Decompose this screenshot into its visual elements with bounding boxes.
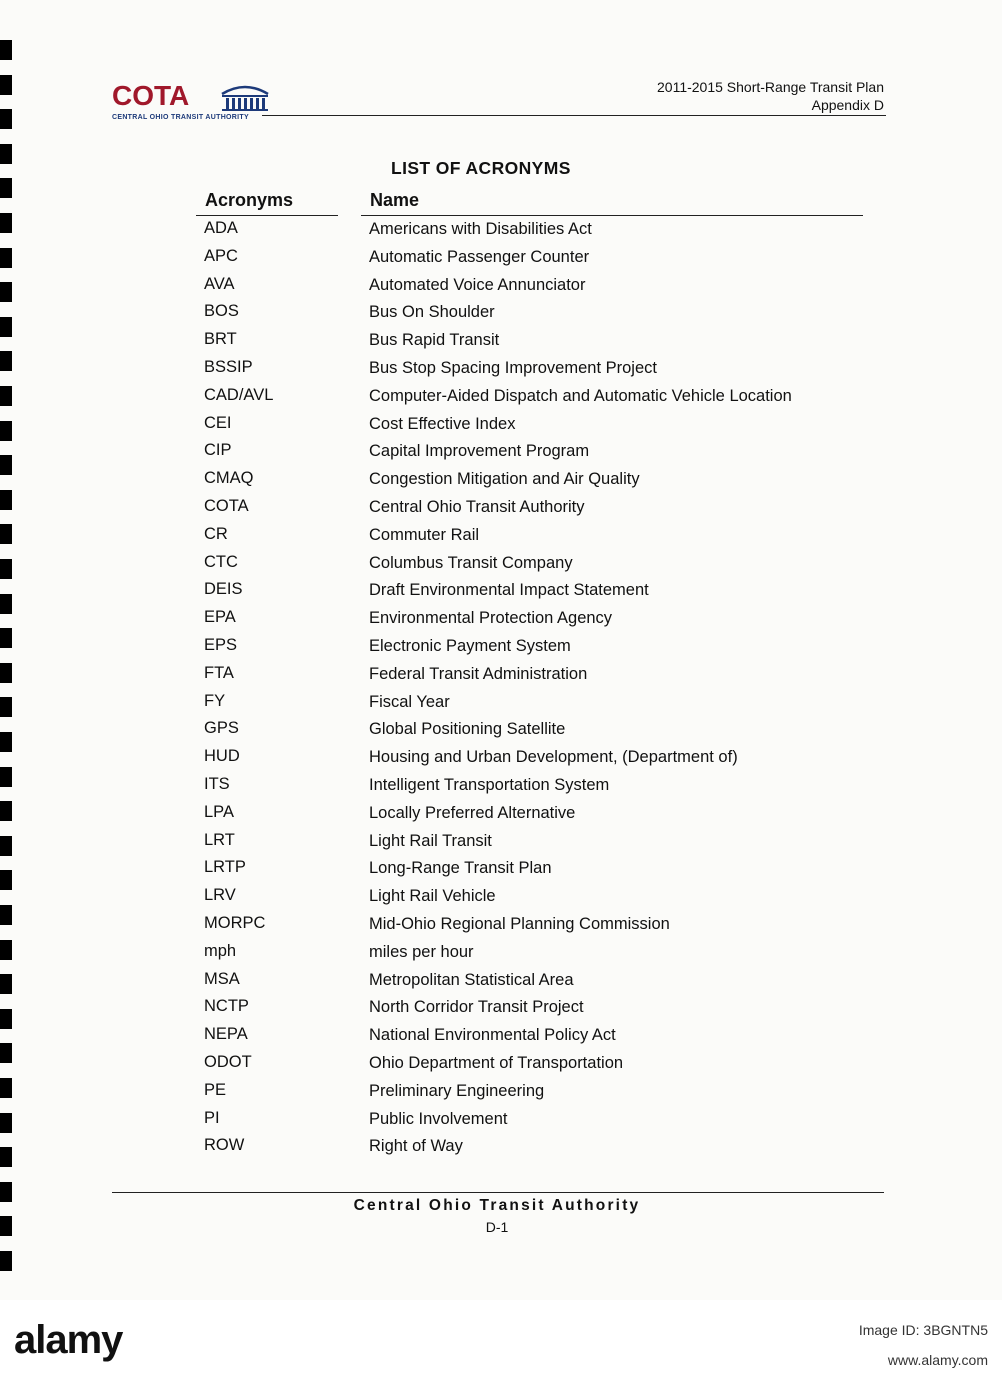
cota-logo	[112, 80, 272, 122]
acronym-cell: APC	[204, 246, 238, 265]
table-row	[0, 275, 1002, 303]
table-row	[0, 608, 1002, 636]
logo-wordmark: COTA	[112, 80, 190, 111]
table-row	[0, 1025, 1002, 1053]
acronym-cell: CTC	[204, 552, 238, 571]
acronym-cell: NEPA	[204, 1025, 248, 1044]
name-cell: miles per hour	[369, 942, 474, 961]
name-cell: Automatic Passenger Counter	[369, 247, 590, 266]
acronym-cell: CMAQ	[204, 469, 254, 488]
table-row	[0, 469, 1002, 497]
table-row	[0, 858, 1002, 886]
acronym-cell: EPA	[204, 608, 236, 627]
table-row	[0, 219, 1002, 247]
page-title: LIST OF ACRONYMS	[391, 158, 571, 178]
table-row	[0, 636, 1002, 664]
binding-hole	[0, 40, 12, 60]
name-cell: North Corridor Transit Project	[369, 998, 584, 1017]
table-row	[0, 997, 1002, 1025]
table-row	[0, 775, 1002, 803]
table-row	[0, 497, 1002, 525]
name-cell: Automated Voice Annunciator	[369, 275, 586, 294]
page-header	[657, 78, 884, 114]
acronym-cell: BOS	[204, 302, 239, 321]
acronyms-header-rule	[196, 215, 338, 216]
acronym-cell: CIP	[204, 441, 232, 460]
binding-hole	[0, 1251, 12, 1271]
acronym-cell: CAD/AVL	[204, 385, 274, 404]
header-divider	[262, 115, 886, 116]
table-row	[0, 914, 1002, 942]
stock-brand-logo: alamy	[14, 1318, 123, 1362]
name-cell: Bus Stop Spacing Improvement Project	[369, 358, 657, 377]
table-row	[0, 747, 1002, 775]
table-row	[0, 803, 1002, 831]
binding-hole	[0, 144, 12, 164]
name-cell: Locally Preferred Alternative	[369, 803, 576, 822]
acronym-cell: ITS	[204, 774, 230, 793]
name-cell: Computer-Aided Dispatch and Automatic Vehicle Location	[369, 386, 792, 405]
table-row	[0, 414, 1002, 442]
plan-title: 2011-2015 Short-Range Transit Plan	[657, 79, 884, 95]
table-row	[0, 1109, 1002, 1137]
binding-hole	[0, 75, 12, 95]
name-cell: Mid-Ohio Regional Planning Commission	[369, 914, 670, 933]
table-row	[0, 330, 1002, 358]
acronym-cell: DEIS	[204, 580, 243, 599]
table-row	[0, 664, 1002, 692]
name-cell: Columbus Transit Company	[369, 553, 573, 572]
name-cell: Cost Effective Index	[369, 414, 516, 433]
name-cell: Housing and Urban Development, (Department of)	[369, 748, 738, 767]
column-header-acronyms: Acronyms	[205, 190, 294, 210]
acronym-cell: LPA	[204, 802, 234, 821]
table-row	[0, 719, 1002, 747]
table-row	[0, 525, 1002, 553]
acronym-cell: FTA	[204, 663, 234, 682]
stock-url: www.alamy.com	[887, 1352, 988, 1368]
table-row	[0, 247, 1002, 275]
binding-hole	[0, 178, 12, 198]
name-cell: Environmental Protection Agency	[369, 609, 613, 628]
name-cell: Metropolitan Statistical Area	[369, 970, 574, 989]
name-cell: Global Positioning Satellite	[369, 720, 566, 739]
name-cell: Fiscal Year	[369, 692, 450, 711]
acronym-cell: LRTP	[204, 858, 246, 877]
name-cell: Capital Improvement Program	[369, 442, 590, 461]
table-row	[0, 386, 1002, 414]
column-header-name: Name	[370, 190, 420, 210]
table-row	[0, 441, 1002, 469]
acronym-cell: mph	[204, 941, 237, 960]
name-cell: Commuter Rail	[369, 525, 480, 544]
acronym-cell: MORPC	[204, 913, 266, 932]
logo-subtitle: CENTRAL OHIO TRANSIT AUTHORITY	[112, 114, 249, 121]
footer-organization: Central Ohio Transit Authority	[353, 1197, 641, 1214]
stock-image-id: Image ID: 3BGNTN5	[858, 1322, 988, 1338]
acronym-cell: GPS	[204, 719, 239, 738]
table-row	[0, 970, 1002, 998]
acronym-cell: BRT	[204, 330, 237, 349]
acronym-cell: HUD	[204, 747, 240, 766]
acronym-table	[0, 219, 1002, 1164]
name-cell: Congestion Mitigation and Air Quality	[369, 470, 640, 489]
table-row	[0, 1136, 1002, 1164]
acronym-cell: CR	[204, 524, 228, 543]
name-cell: Ohio Department of Transportation	[369, 1053, 624, 1072]
stock-watermark-bar	[0, 1300, 1002, 1390]
name-cell: Central Ohio Transit Authority	[369, 497, 585, 516]
name-cell: Public Involvement	[369, 1109, 508, 1128]
footer-divider	[112, 1192, 884, 1193]
name-cell: Preliminary Engineering	[369, 1081, 545, 1100]
table-row	[0, 692, 1002, 720]
table-row	[0, 886, 1002, 914]
acronym-cell: CEI	[204, 413, 232, 432]
name-cell: Long-Range Transit Plan	[369, 859, 552, 878]
table-row	[0, 942, 1002, 970]
table-row	[0, 553, 1002, 581]
acronym-cell: FY	[204, 691, 226, 710]
capitol-building-icon	[220, 84, 270, 112]
name-cell: Right of Way	[369, 1137, 463, 1156]
name-cell: Intelligent Transportation System	[369, 775, 610, 794]
acronym-cell: COTA	[204, 496, 249, 515]
name-cell: Federal Transit Administration	[369, 664, 588, 683]
name-cell: Draft Environmental Impact Statement	[369, 581, 649, 600]
acronym-cell: LRV	[204, 886, 236, 905]
appendix-label: Appendix D	[811, 97, 884, 113]
table-row	[0, 1081, 1002, 1109]
name-cell: National Environmental Policy Act	[369, 1026, 616, 1045]
acronym-cell: NCTP	[204, 997, 249, 1016]
name-cell: Bus Rapid Transit	[369, 331, 500, 350]
name-cell: Bus On Shoulder	[369, 303, 495, 322]
acronym-cell: ODOT	[204, 1052, 252, 1071]
table-row	[0, 831, 1002, 859]
acronym-cell: EPS	[204, 635, 238, 654]
acronym-cell: PE	[204, 1080, 227, 1099]
acronym-cell: ADA	[204, 219, 238, 237]
table-row	[0, 302, 1002, 330]
page-number: D-1	[485, 1219, 509, 1235]
name-header-rule	[361, 215, 863, 216]
name-cell: Electronic Payment System	[369, 636, 571, 655]
acronym-cell: AVA	[204, 274, 235, 293]
name-cell: Light Rail Transit	[369, 831, 492, 850]
acronym-cell: MSA	[204, 969, 240, 988]
name-cell: Americans with Disabilities Act	[369, 220, 592, 238]
acronym-cell: BSSIP	[204, 357, 253, 376]
acronym-cell: PI	[204, 1108, 220, 1127]
acronym-cell: LRT	[204, 830, 235, 849]
table-row	[0, 580, 1002, 608]
binding-hole	[0, 109, 12, 129]
table-row	[0, 1053, 1002, 1081]
name-cell: Light Rail Vehicle	[369, 887, 496, 906]
table-row	[0, 358, 1002, 386]
acronym-cell: ROW	[204, 1136, 245, 1155]
